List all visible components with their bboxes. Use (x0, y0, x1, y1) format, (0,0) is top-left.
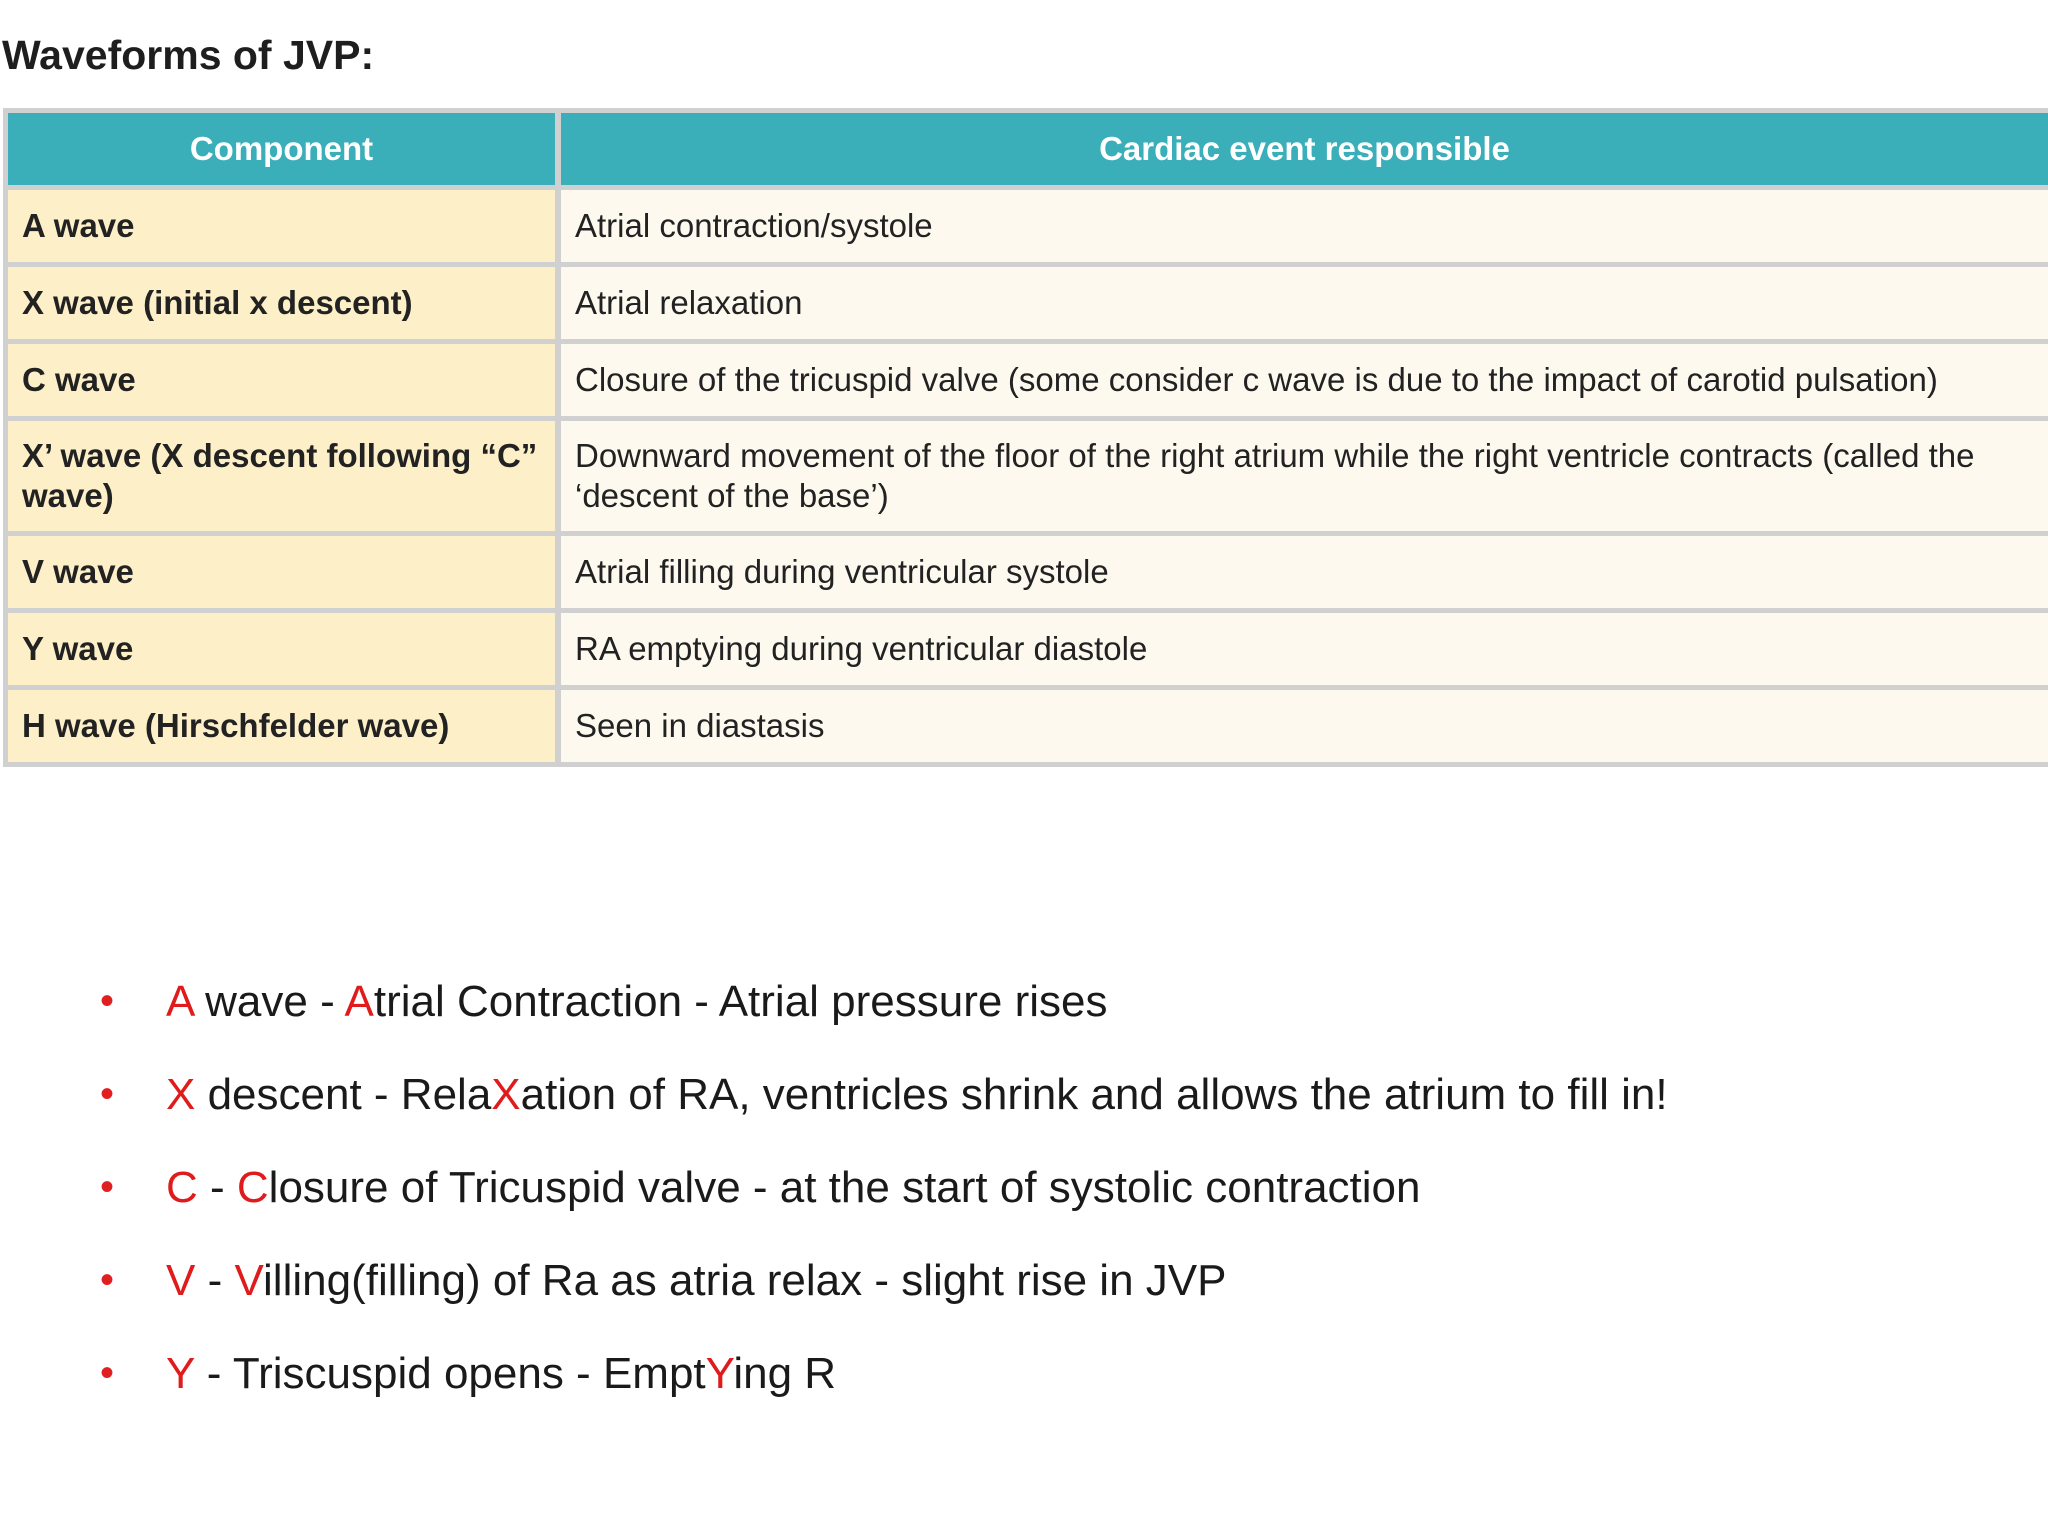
component-cell: V wave (8, 536, 561, 608)
list-item (100, 1048, 1668, 1141)
table-header-row (8, 113, 2048, 185)
component-cell: A wave (8, 190, 561, 262)
component-cell: C wave (8, 344, 561, 416)
bullet-icon: • (100, 1351, 115, 1395)
list-item (100, 1234, 1668, 1327)
event-cell: Atrial contraction/systole (561, 190, 2048, 262)
text-segment: trial Contraction - Atrial pressure rises (373, 977, 1108, 1026)
event-cell: Atrial relaxation (561, 267, 2048, 339)
text-segment: X (166, 1070, 196, 1119)
text-segment: X (491, 1070, 521, 1119)
list-item (100, 1327, 1668, 1420)
event-cell: Seen in diastasis (561, 690, 2048, 762)
bullet-icon: • (100, 1165, 115, 1209)
text-segment: V (166, 1256, 196, 1305)
text-segment: illing(filling) of Ra as atria relax - slight rise in JVP (263, 1256, 1227, 1305)
page-title: Waveforms of JVP: (2, 32, 375, 78)
event-cell: RA emptying during ventricular diastole (561, 613, 2048, 685)
component-cell: X’ wave (X descent following “C” wave) (8, 421, 561, 531)
text-segment: - Triscuspid opens - Empt (194, 1349, 706, 1398)
column-header-component: Component (8, 113, 561, 185)
bullet-icon: • (100, 1072, 115, 1116)
text-segment: wave - (192, 977, 345, 1026)
text-segment: ing R (733, 1349, 837, 1398)
component-cell: X wave (initial x descent) (8, 267, 561, 339)
text-segment: Y (705, 1349, 734, 1398)
text-segment: C (236, 1163, 269, 1212)
component-cell: Y wave (8, 613, 561, 685)
bullet-icon: • (100, 1258, 115, 1302)
text-segment: V (234, 1256, 264, 1305)
text-segment: Y (166, 1349, 195, 1398)
bullet-icon: • (100, 979, 115, 1023)
table-row (8, 421, 2048, 531)
waveforms-table (8, 108, 2048, 767)
text-segment: A (344, 977, 374, 1026)
table-row (8, 613, 2048, 685)
text-segment: - (197, 1163, 237, 1212)
mnemonic-bullet-list (100, 955, 1668, 1420)
list-item (100, 1141, 1668, 1234)
text-segment: C (166, 1163, 198, 1212)
event-cell: Atrial filling during ventricular systole (561, 536, 2048, 608)
event-cell: Closure of the tricuspid valve (some consider c wave is due to the impact of carotid pulsation) (561, 344, 2048, 416)
table-row (8, 690, 2048, 762)
table-row (8, 190, 2048, 262)
text-segment: A (166, 977, 193, 1026)
column-header-cardiac-event: Cardiac event responsible (561, 113, 2048, 185)
table-row (8, 344, 2048, 416)
waveforms-table-container (3, 108, 2048, 767)
text-segment: descent - Rela (195, 1070, 492, 1119)
text-segment: - (195, 1256, 235, 1305)
table-row (8, 536, 2048, 608)
list-item (100, 955, 1668, 1048)
component-cell: H wave (Hirschfelder wave) (8, 690, 561, 762)
event-cell: Downward movement of the floor of the right atrium while the right ventricle contracts (called the ‘descent of the base’) (561, 421, 2048, 531)
text-segment: losure of Tricuspid valve - at the start of systolic contraction (268, 1163, 1421, 1212)
text-segment: ation of RA, ventricles shrink and allows the atrium to fill in! (520, 1070, 1668, 1119)
table-row (8, 267, 2048, 339)
